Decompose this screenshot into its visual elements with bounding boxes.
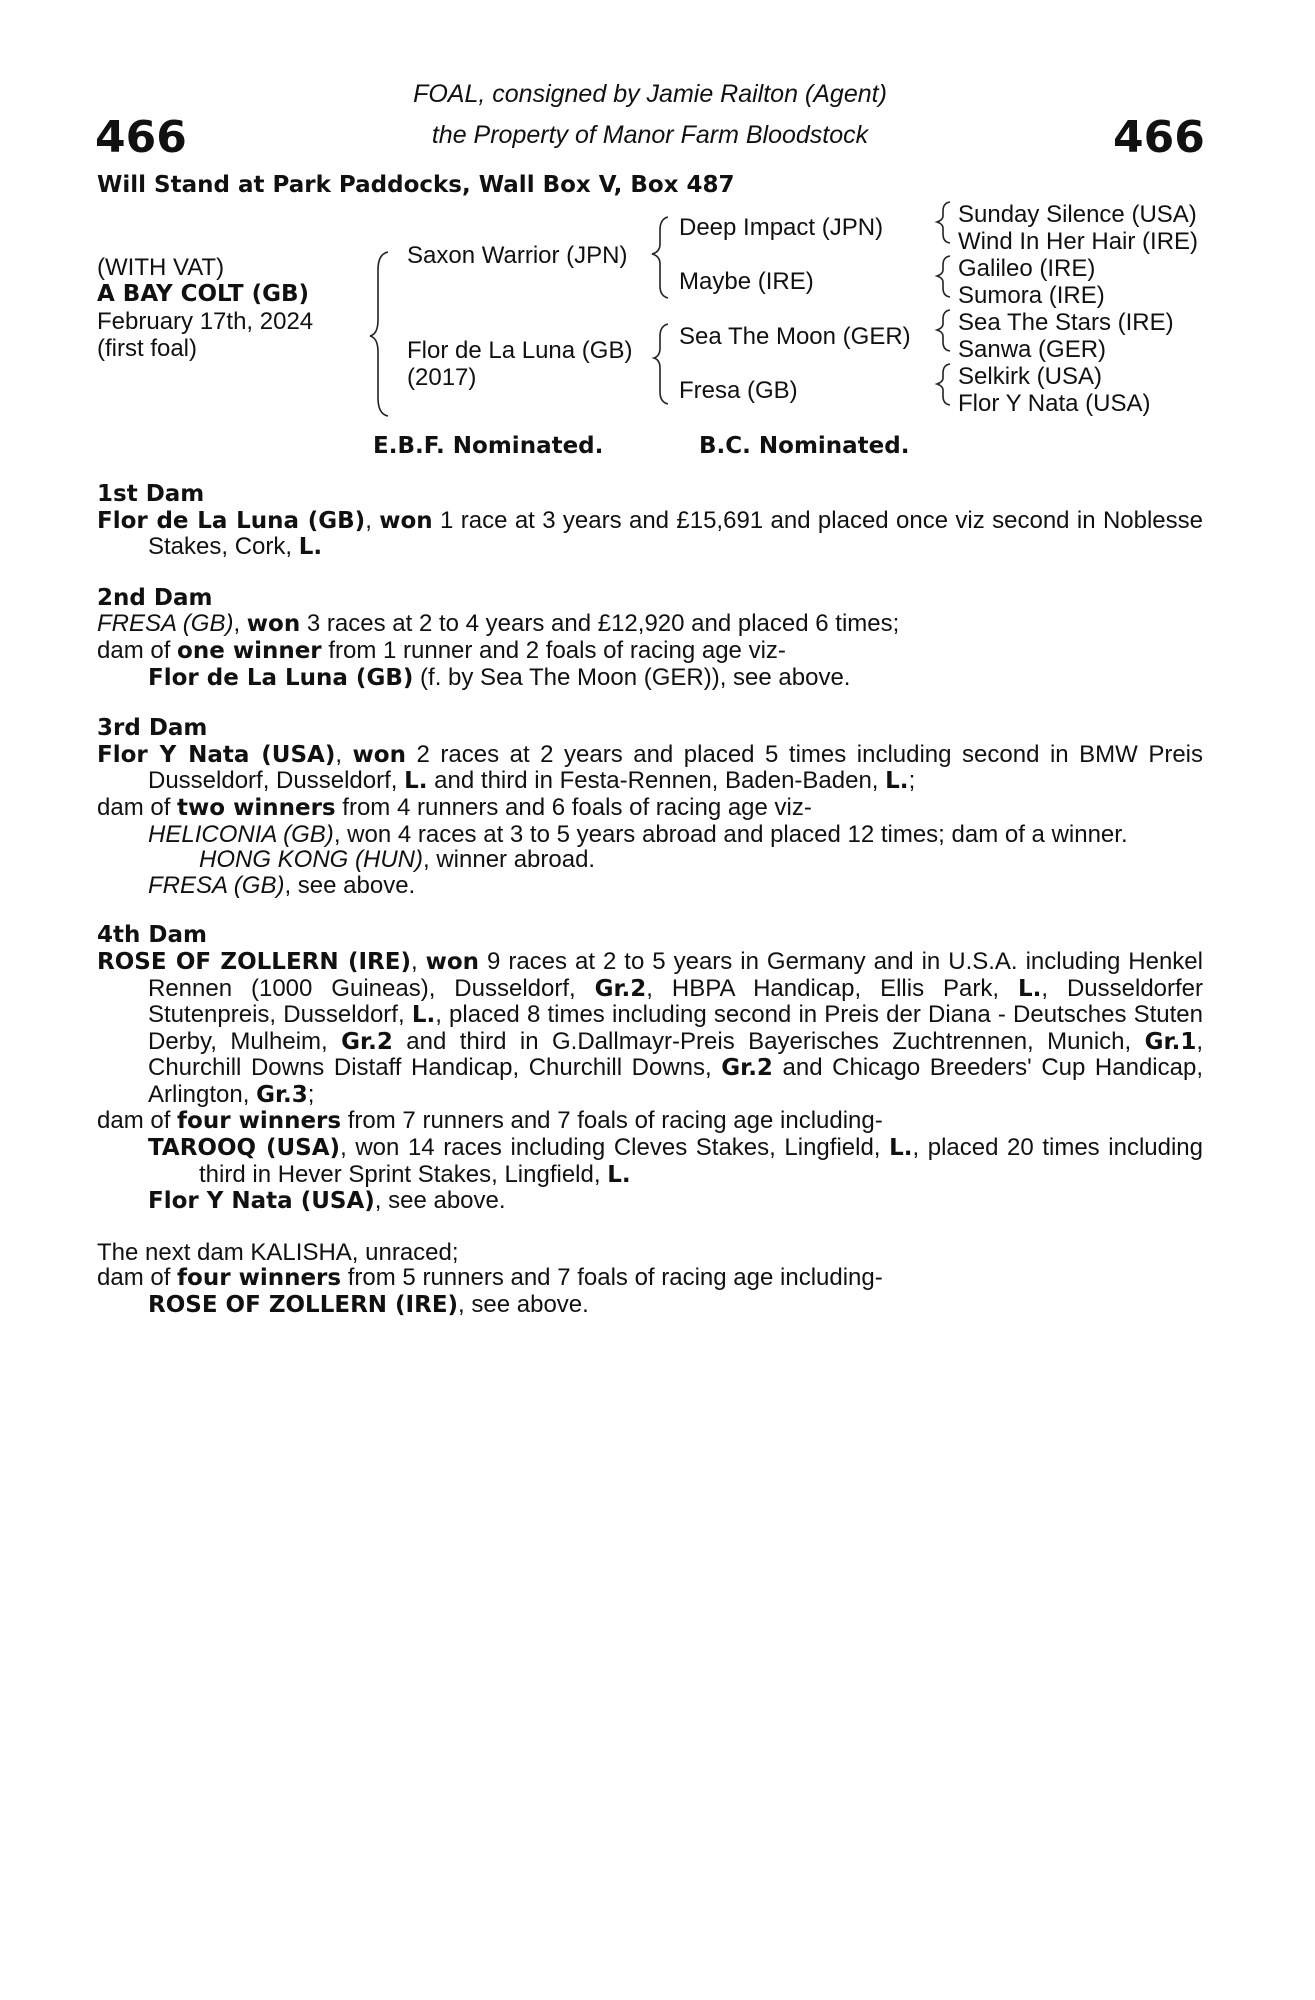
grade: L.: [889, 1135, 913, 1162]
grade: L.: [607, 1161, 631, 1188]
progeny-text: , see above.: [374, 1187, 506, 1215]
won-label: won: [425, 948, 480, 975]
winners-count: four winners: [177, 1108, 342, 1135]
consignor-line: FOAL, consigned by Jamie Railton (Agent): [413, 80, 887, 108]
stand-location: Will Stand at Park Paddocks, Wall Box V, Box 487: [97, 172, 735, 198]
produce-text: from 4 runners and 6 foals of racing age viz-: [335, 793, 812, 821]
next-dam-section: [97, 1240, 1203, 1319]
progeny-name: HONG KONG (HUN): [199, 846, 423, 874]
winners-count: four winners: [177, 1265, 342, 1292]
progeny-line: [97, 1292, 1203, 1319]
third-dam-section: [97, 716, 1203, 898]
progeny-text: , won 14 races including Cleves Stakes, Lingfield,: [340, 1134, 890, 1162]
third-dam-produce: [97, 795, 1203, 822]
record-text: and third in G.Dallmayr-Preis Bayerisches Zuchtrennen, Munich,: [392, 1027, 1145, 1055]
gen3-7: Selkirk (USA): [958, 363, 1103, 390]
record-text: , Churchill Downs Distaff Handicap, Churchill Downs,: [148, 1027, 1203, 1082]
gen3-8: Flor Y Nata (USA): [958, 390, 1151, 417]
progeny-name: TAROOQ (USA): [148, 1135, 341, 1162]
won-label: won: [352, 741, 406, 768]
record-text: and Chicago Breeders' Cup Handicap, Arlington,: [148, 1054, 1203, 1108]
bc-nomination: B.C. Nominated.: [699, 433, 910, 459]
record-text: ;: [908, 767, 916, 795]
progeny-name: HELICONIA (GB): [148, 820, 334, 848]
grade: Gr.2: [594, 975, 647, 1002]
catalogue-body: [97, 482, 1203, 1319]
foaling-date: February 17th, 2024: [97, 308, 314, 335]
second-dam-produce: [97, 638, 1203, 665]
third-dam-record: [97, 742, 1203, 795]
dam-year: (2017): [407, 364, 477, 391]
gen3-6: Sanwa (GER): [958, 336, 1107, 363]
fourth-dam-name: ROSE OF ZOLLERN (IRE): [97, 948, 411, 975]
grade: L.: [411, 1002, 436, 1029]
progeny-line: [97, 665, 1203, 692]
progeny-line: [97, 1188, 1203, 1215]
grade: Gr.2: [341, 1028, 393, 1055]
lot-number-right: 466: [1113, 112, 1205, 163]
record-text: , placed 8 times including second in Preis der Diana - Deutsches Stuten Derby, Mulheim,: [148, 1001, 1204, 1055]
ebf-nomination: E.B.F. Nominated.: [373, 433, 604, 459]
grade: Gr.3: [256, 1081, 308, 1108]
sire-dam: Maybe (IRE): [679, 268, 814, 295]
record-text: 2 races at 2 years and placed 5 times including second in BMW Preis Dusseldorf, Dusseldorf,: [148, 740, 1204, 795]
fourth-dam-record: [97, 949, 1203, 1109]
grade: L.: [298, 534, 323, 561]
produce-text: from 7 runners and 7 foals of racing age including-: [341, 1107, 883, 1135]
sep: ,: [365, 506, 380, 534]
third-dam-name: Flor Y Nata (USA): [97, 741, 336, 768]
dam-name: Flor de La Luna (GB): [407, 337, 633, 364]
dam-of: dam of: [97, 1264, 178, 1292]
progeny-line: [97, 822, 1203, 848]
first-dam-name: Flor de La Luna (GB): [97, 507, 366, 534]
record-text: 3 races at 2 to 4 years and £12,920 and placed 6 times;: [300, 610, 900, 638]
progeny-name: Flor Y Nata (USA): [148, 1188, 375, 1215]
grade: L.: [404, 768, 428, 795]
grade: Gr.2: [721, 1055, 773, 1082]
first-dam-heading: 1st Dam: [97, 481, 205, 507]
second-dam-heading: 2nd Dam: [97, 584, 213, 611]
gen3-3: Galileo (IRE): [958, 255, 1096, 282]
grand-progeny-line: [97, 847, 1203, 873]
dam-dam: Fresa (GB): [679, 377, 798, 404]
fourth-dam-section: [97, 923, 1203, 1215]
vat-note: (WITH VAT): [97, 254, 225, 281]
record-text: 9 races at 2 to 5 years in Germany and in U.S.A. including Henkel Rennen (1000 Guineas), Dusseldorf,: [148, 947, 1203, 1002]
progeny-name: ROSE OF ZOLLERN (IRE): [148, 1292, 459, 1319]
produce-text: from 5 runners and 7 foals of racing age including-: [341, 1264, 883, 1292]
progeny-text: (f. by Sea The Moon (GER)), see above.: [413, 663, 851, 691]
winners-count: one winner: [177, 637, 322, 664]
next-dam-produce: [97, 1265, 1203, 1292]
dam-of: dam of: [97, 636, 178, 664]
second-dam-section: [97, 586, 1203, 691]
subject-name: A BAY COLT (GB): [97, 281, 310, 307]
dam-of: dam of: [97, 793, 178, 821]
progeny-name: FRESA (GB): [148, 871, 285, 899]
won-label: won: [379, 507, 433, 534]
progeny-text: , see above.: [284, 871, 416, 899]
grade: Gr.1: [1144, 1028, 1197, 1055]
grade: L.: [885, 768, 909, 795]
second-dam-name: FRESA (GB): [97, 610, 234, 638]
gen3-5: Sea The Stars (IRE): [958, 309, 1174, 336]
fourth-dam-produce: [97, 1108, 1203, 1135]
record-text: ;: [307, 1080, 315, 1108]
sire-name: Saxon Warrior (JPN): [407, 242, 628, 269]
sep: ,: [410, 947, 426, 975]
progeny-text: , winner abroad.: [423, 846, 596, 874]
produce-text: from 1 runner and 2 foals of racing age viz-: [321, 636, 786, 664]
progeny-text: , see above.: [458, 1291, 589, 1319]
progeny-name: Flor de La Luna (GB): [148, 664, 414, 691]
dam-of: dam of: [97, 1107, 178, 1135]
gen3-1: Sunday Silence (USA): [958, 201, 1197, 228]
sep: ,: [335, 740, 353, 768]
gen3-2: Wind In Her Hair (IRE): [958, 228, 1199, 255]
first-dam-record: [97, 508, 1203, 561]
fourth-dam-heading: 4th Dam: [97, 922, 207, 949]
next-dam-line: The next dam KALISHA, unraced;: [97, 1238, 459, 1266]
record-text: 1 race at 3 years and £15,691 and placed once viz second in Noblesse Stakes, Cork,: [148, 506, 1204, 561]
third-dam-heading: 3rd Dam: [97, 715, 208, 742]
progeny-text: , placed 20 times including third in Hever Sprint Stakes, Lingfield,: [199, 1134, 1203, 1188]
foal-note: (first foal): [97, 335, 198, 362]
progeny-line: [97, 1135, 1203, 1188]
grade: L.: [1017, 975, 1042, 1002]
first-dam-section: [97, 482, 1203, 561]
second-dam-record: [97, 611, 1203, 638]
record-text: , Dusseldorfer Stutenpreis, Dusseldorf,: [148, 974, 1204, 1029]
lot-number-left: 466: [95, 112, 187, 163]
progeny-line: [97, 873, 1203, 899]
dam-sire: Sea The Moon (GER): [679, 323, 911, 350]
record-text: and third in Festa-Rennen, Baden-Baden,: [427, 767, 886, 795]
sire-sire: Deep Impact (JPN): [679, 214, 884, 241]
gen3-4: Sumora (IRE): [958, 282, 1105, 309]
property-line: the Property of Manor Farm Bloodstock: [431, 121, 869, 149]
sep: ,: [233, 610, 247, 638]
progeny-text: , won 4 races at 3 to 5 years abroad and placed 12 times; dam of a winner.: [333, 820, 1128, 848]
won-label: won: [246, 611, 301, 638]
record-text: , HBPA Handicap, Ellis Park,: [646, 974, 1018, 1002]
winners-count: two winners: [177, 794, 336, 821]
